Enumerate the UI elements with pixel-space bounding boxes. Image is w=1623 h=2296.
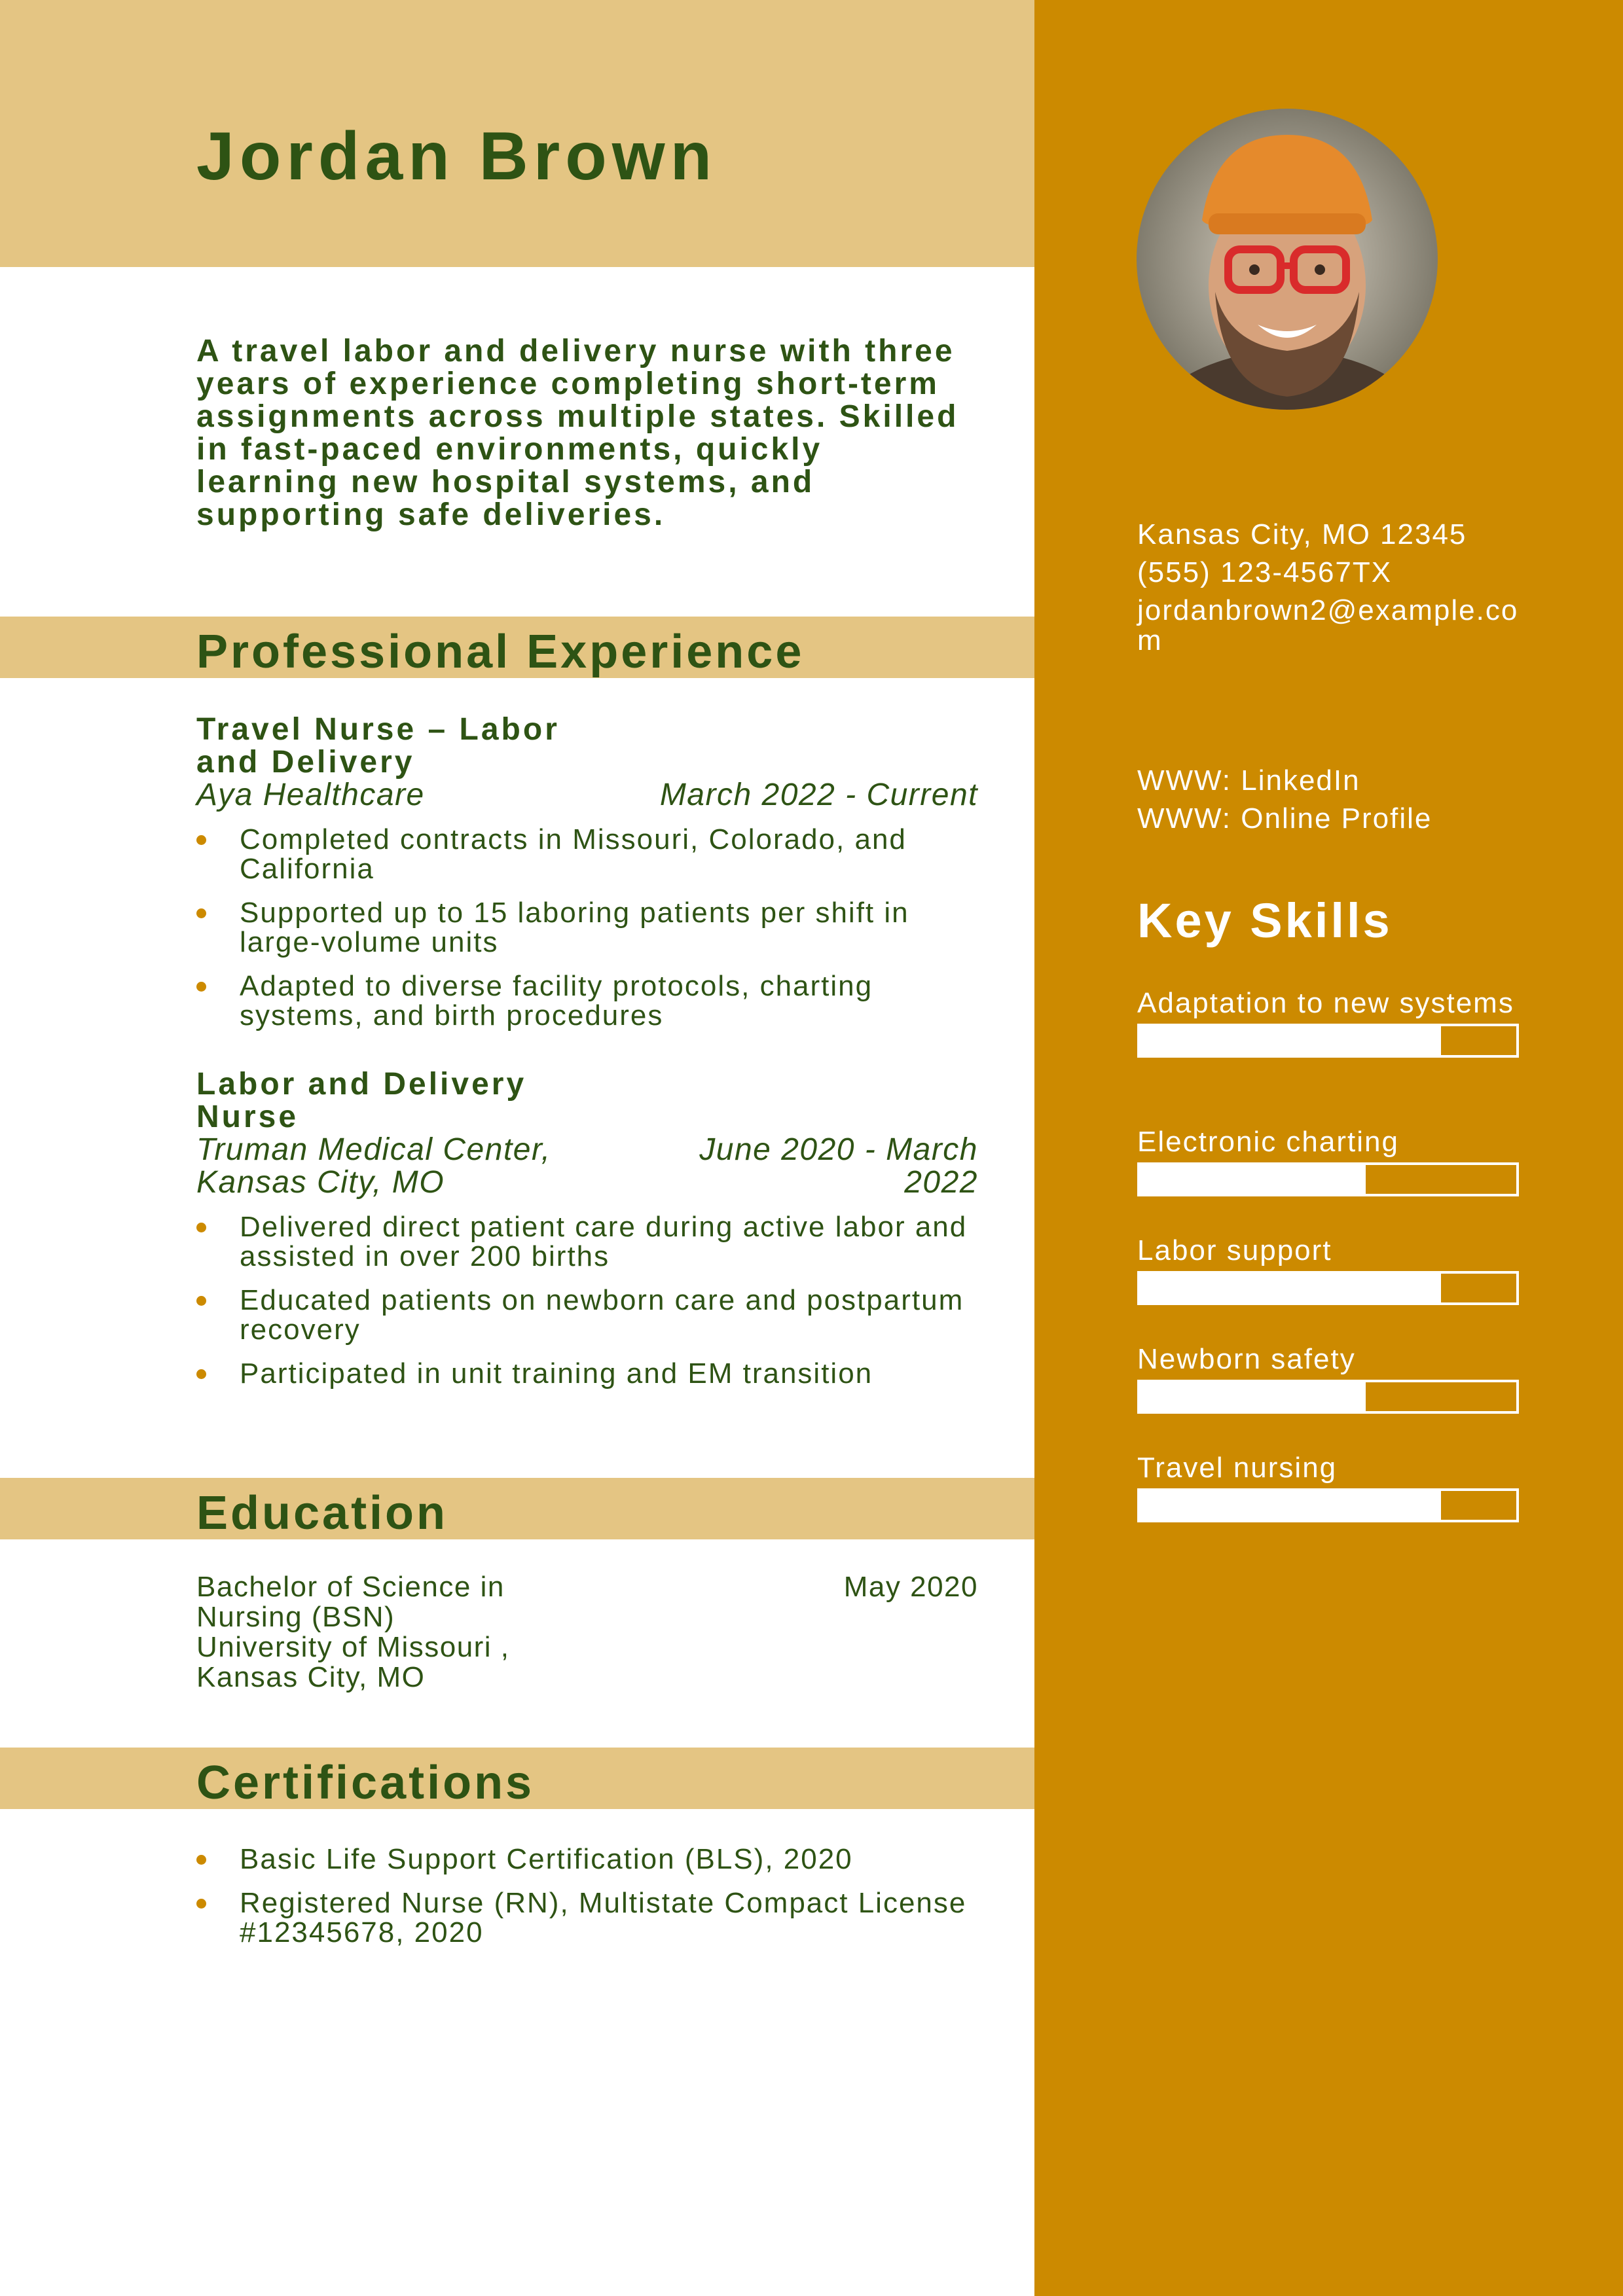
education-heading: Education	[196, 1487, 448, 1539]
skill-bar	[1137, 1162, 1519, 1196]
bullet-item: Supported up to 15 laboring patients per shift in large-volume units	[196, 898, 978, 957]
skill-fill	[1140, 1382, 1366, 1411]
bullet-item: Basic Life Support Certification (BLS), 2020	[196, 1844, 978, 1874]
profile-summary: A travel labor and delivery nurse with three years of experience completing short-term assignments across multiple states. Skilled in fast-paced environments, quickly learning new hospital systems, and supporting safe deliveries.	[196, 334, 959, 532]
skill-label: Adaptation to new systems	[1137, 987, 1514, 1019]
education-date: May 2020	[843, 1571, 978, 1603]
job-bullets	[196, 825, 978, 1030]
skill-label: Travel nursing	[1137, 1452, 1338, 1484]
skill-bar	[1137, 1024, 1519, 1058]
skill-fill	[1140, 1274, 1441, 1302]
skills-heading: Key Skills	[1137, 893, 1393, 948]
bullet-item: Registered Nurse (RN), Multistate Compact License #12345678, 2020	[196, 1888, 978, 1947]
job-dates: June 2020 - March 2022	[699, 1132, 978, 1200]
skill-item	[1137, 1453, 1519, 1522]
skill-bar	[1137, 1488, 1519, 1522]
skill-item	[1137, 1127, 1519, 1196]
education-entry	[196, 1572, 978, 1693]
skill-label: Electronic charting	[1137, 1126, 1399, 1158]
bullet-item: Completed contracts in Missouri, Colorado, and California	[196, 825, 978, 884]
avatar	[1137, 109, 1438, 410]
bullet-icon	[196, 1223, 206, 1232]
job-employer: Aya Healthcare	[196, 778, 425, 812]
skill-fill	[1140, 1026, 1441, 1055]
certifications-list	[196, 1844, 978, 1962]
skill-bar	[1137, 1380, 1519, 1414]
link-online-profile[interactable]: WWW: Online Profile	[1137, 802, 1432, 834]
job-dates: March 2022 - Current	[659, 778, 978, 812]
skill-item	[1137, 1344, 1519, 1414]
bullet-icon	[196, 1855, 206, 1865]
job-bullets	[196, 1212, 978, 1388]
bullet-icon	[196, 835, 206, 845]
job-entry	[196, 1068, 978, 1403]
bullet-item: Adapted to diverse facility protocols, charting systems, and birth procedures	[196, 971, 978, 1030]
job-employer: Truman Medical Center, Kansas City, MO	[196, 1132, 551, 1200]
bullet-item: Educated patients on newborn care and postpartum recovery	[196, 1285, 978, 1344]
skill-item	[1137, 988, 1519, 1058]
bullet-icon	[196, 1899, 206, 1909]
bullet-icon	[196, 1369, 206, 1379]
skill-bar	[1137, 1271, 1519, 1305]
skill-fill	[1140, 1165, 1366, 1194]
school: University of Missouri , Kansas City, MO	[196, 1631, 510, 1693]
link-linkedin[interactable]: WWW: LinkedIn	[1137, 764, 1360, 797]
skill-label: Labor support	[1137, 1234, 1332, 1266]
contact-address: Kansas City, MO 12345	[1137, 518, 1467, 550]
skill-fill	[1140, 1491, 1441, 1520]
candidate-name: Jordan Brown	[196, 118, 718, 194]
experience-heading: Professional Experience	[196, 626, 805, 678]
job-title: Labor and Delivery Nurse	[196, 1067, 527, 1134]
education-band	[0, 1478, 1034, 1539]
skill-item	[1137, 1236, 1519, 1305]
profile-photo-icon	[1137, 109, 1438, 410]
bullet-icon	[196, 1296, 206, 1306]
job-entry	[196, 713, 978, 1045]
contact-email[interactable]: jordanbrown2@example.com	[1137, 594, 1519, 656]
bullet-item: Participated in unit training and EM transition	[196, 1359, 978, 1388]
job-title: Travel Nurse – Labor and Delivery	[196, 712, 560, 780]
contact-phone: (555) 123-4567TX	[1137, 556, 1393, 588]
skill-label: Newborn safety	[1137, 1343, 1356, 1375]
bullet-icon	[196, 908, 206, 918]
bullet-item: Delivered direct patient care during active labor and assisted in over 200 births	[196, 1212, 978, 1271]
bullet-icon	[196, 982, 206, 992]
degree: Bachelor of Science in Nursing (BSN)	[196, 1571, 505, 1633]
certifications-heading: Certifications	[196, 1757, 535, 1809]
